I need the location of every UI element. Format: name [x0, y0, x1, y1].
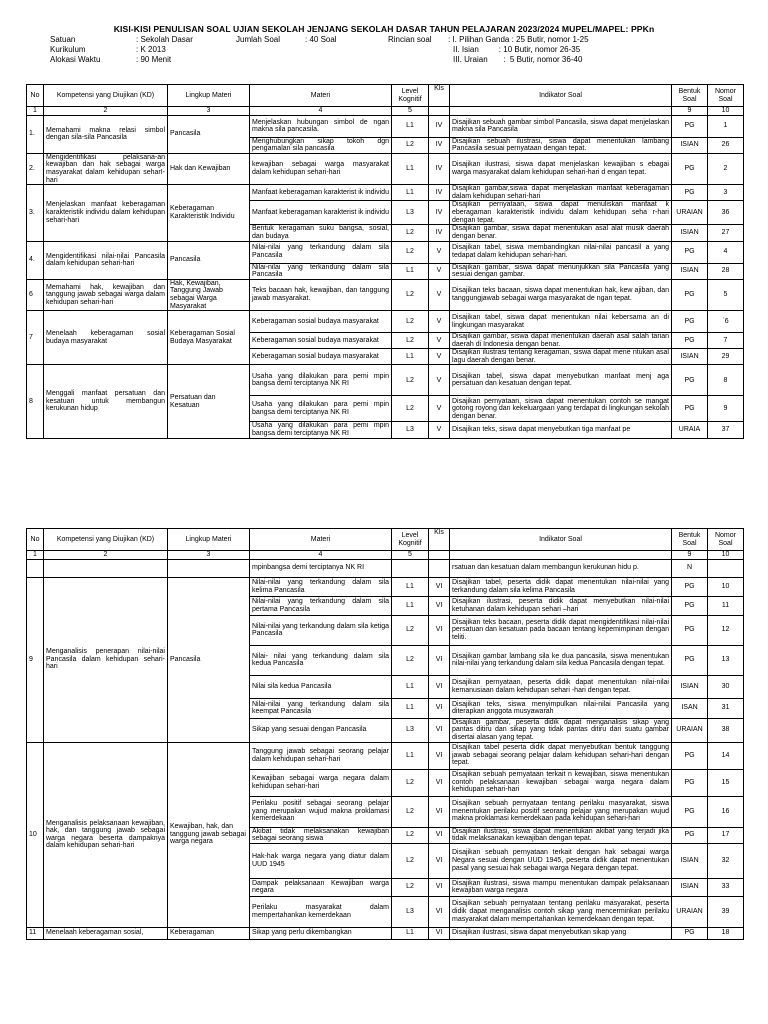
rincian-isian: II. Isian : 10 Butir, nomor 26-35: [453, 45, 581, 54]
rincian-list: [448, 35, 628, 65]
cell-nomor: 38: [708, 718, 744, 742]
meta-values: [136, 35, 246, 65]
cell-kls: IV: [429, 201, 450, 225]
cell-indikator: Disajikan sebuah ilustrasi, siswa dapat menentukan lambang Pancasila sesuai pernyataan dengan tepat.: [450, 137, 672, 153]
cell-level: L2: [392, 878, 429, 896]
cell-kls: V: [429, 311, 450, 333]
cell-bentuk: PG: [672, 796, 708, 827]
cell-bentuk: PG: [672, 311, 708, 333]
cell-kd: Mengidentifikasi pelaksana-an kewajiban dan hak sebagai warga masyarakat dalam kehidupan seharI-hari: [44, 153, 168, 184]
cell-kd: Menelaah keberagaman sosial budaya masyarakat: [44, 311, 168, 365]
column-header: Indikator Soal: [450, 85, 672, 107]
cell-kd: [44, 559, 168, 577]
cell-bentuk: PG: [672, 365, 708, 396]
cell-level: L1: [392, 185, 429, 201]
cell-materi: Nilai-nilai yang terkandung dalam sila Pancasila: [250, 263, 392, 279]
cell-indikator: Disajikan teks bacaan, peserta didik dapat mengidentifikasi nilai-nilai persatuan dan kesatuan pada bacaan tentang kepemimpinan dengan teliti.: [450, 615, 672, 645]
cell-level: L2: [392, 827, 429, 843]
cell-kls: VI: [429, 843, 450, 878]
cell-indikator: Disajikan tabel, peserta didik dapat menentukan nilai-nilai yang terkandung dalam sila kelima Pancasila: [450, 577, 672, 596]
column-number: 9: [672, 107, 708, 116]
cell-materi: Perilaku masyarakat dalam mempertahankan kemerdekaan: [250, 896, 392, 927]
cell-kls: VI: [429, 698, 450, 718]
cell-nomor: 12: [708, 615, 744, 645]
cell-kls: IV: [429, 115, 450, 137]
cell-no: 10: [27, 742, 44, 927]
cell-lingkup: Pancasila: [168, 115, 250, 153]
cell-level: L2: [392, 396, 429, 422]
cell-lingkup: [168, 559, 250, 577]
cell-indikator: Disajikan gambar, siswa dapat menunjukkan sila Pancasila yang sesuai dengan gambar.: [450, 263, 672, 279]
cell-level: L1: [392, 577, 429, 596]
cell-bentuk: PG: [672, 396, 708, 422]
cell-level: L1: [392, 349, 429, 365]
cell-level: L2: [392, 769, 429, 796]
alokasi-label: Alokasi Waktu: [50, 55, 101, 64]
cell-no: 7: [27, 311, 44, 365]
cell-bentuk: ISAN: [672, 698, 708, 718]
cell-materi: Teks bacaan hak, kewajiban, dan tanggung jawab masyarakat.: [250, 279, 392, 310]
cell-no: [27, 559, 44, 577]
cell-nomor: 37: [708, 422, 744, 438]
table-row: [27, 577, 744, 596]
satuan-label: Satuan: [50, 35, 76, 44]
column-number: [450, 551, 672, 560]
cell-nomor: 18: [708, 927, 744, 939]
cell-lingkup: Pancasila: [168, 577, 250, 742]
cell-kls: VI: [429, 742, 450, 769]
cell-bentuk: ISIAN: [672, 675, 708, 698]
cell-indikator: Disajikan sebuah gambar simbol Pancasila, siswa dapat menjelaskan makna sila Pancasila: [450, 115, 672, 137]
cell-lingkup: Hak, Kewajiban, Tanggung Jawab sebagai Warga Masyarakat: [168, 279, 250, 310]
cell-bentuk: PG: [672, 115, 708, 137]
cell-bentuk: ISIAN: [672, 843, 708, 878]
cell-kls: VI: [429, 645, 450, 675]
cell-level: L1: [392, 698, 429, 718]
cell-nomor: 1: [708, 115, 744, 137]
cell-bentuk: PG: [672, 153, 708, 184]
cell-materi: Nilai-nilai yang terkandung dalam sila Pancasila: [250, 241, 392, 263]
cell-indikator: Disajikan gambar, siswa dapat menentukan asal alat musik daerah dengan benar.: [450, 225, 672, 241]
cell-lingkup: Pancasila: [168, 241, 250, 279]
cell-bentuk: N: [672, 559, 708, 577]
cell-materi: Sikap yang perlu dikembangkan: [250, 927, 392, 939]
cell-bentuk: ISIAN: [672, 878, 708, 896]
cell-indikator: Disajikan sebuah pernyataan tentang perilaku masyarakat, peserta didik dapat menganalisis contoh sikap yang mencerminkan perilaku masyarakat dalam mempertahankan kemerdekaan dengan tepat.: [450, 896, 672, 927]
cell-bentuk: URAIAN: [672, 896, 708, 927]
column-number: 3: [168, 551, 250, 560]
cell-indikator: Disajikan tabel, siswa membandingkan nilai-nilai pancasil a yang tedapat dalam kehidupan sehari-hari.: [450, 241, 672, 263]
table-row: [27, 115, 744, 137]
cell-nomor: [708, 559, 744, 577]
cell-kls: VI: [429, 577, 450, 596]
cell-level: L1: [392, 927, 429, 939]
cell-bentuk: PG: [672, 927, 708, 939]
cell-indikator: Disajikan sebuah pernyataan terkait dengan hak sebagai warga Negara sesuai dengan UUD 1945, peserta didik dapat menentukan pasal yang sesuai hak sebagai warga Negara dengan tepat.: [450, 843, 672, 878]
cell-nomor: 9: [708, 396, 744, 422]
cell-lingkup: Kewajiban, hak, dan tanggung jawab sebagai warga negara: [168, 742, 250, 927]
cell-materi: Tanggung jawab sebagai seorang pelajar dalam kehidupan sehari-hari: [250, 742, 392, 769]
table-row: [27, 185, 744, 201]
column-header: Kompetensi yang Diujikan (KD): [44, 85, 168, 107]
cell-kls: V: [429, 396, 450, 422]
column-header: Kompetensi yang Diujikan (KD): [44, 529, 168, 551]
cell-materi: Nilai-nilai yang terkandung dalam sila ketiga Pancasila: [250, 615, 392, 645]
cell-bentuk: PG: [672, 241, 708, 263]
table-row: [27, 311, 744, 333]
cell-nomor: 8: [708, 365, 744, 396]
cell-materi: Bentuk keragaman suku bangsa, sosial, dan budaya: [250, 225, 392, 241]
cell-kls: VI: [429, 769, 450, 796]
cell-materi: mpinbangsa demi terciptanya NK RI: [250, 559, 392, 577]
cell-nomor: 28: [708, 263, 744, 279]
cell-nomor: 27: [708, 225, 744, 241]
column-header: No: [27, 529, 44, 551]
cell-indikator: Disajikan ilustrasi tentang keragaman, siswa dapat mene ntukan asal lagu daerah dengan benar.: [450, 349, 672, 365]
cell-materi: Kewajiban sebagai warga negara dalam kehidupan sehari-hari: [250, 769, 392, 796]
cell-indikator: Disajikan ilustrasi, siswa dapat menjelaskan kewajiban s ebagai warga masyarakat dalam kehidupan sehari-hari d engan tepat.: [450, 153, 672, 184]
table-row: [27, 153, 744, 184]
cell-bentuk: PG: [672, 645, 708, 675]
table-row: [27, 742, 744, 769]
cell-bentuk: PG: [672, 185, 708, 201]
cell-indikator: Disajikan ilustrasi, siswa dapat menentukan akibat yang terjadi jika tidak melaksanakan kewajiban dengan tepat.: [450, 827, 672, 843]
cell-nomor: 4: [708, 241, 744, 263]
cell-level: L2: [392, 241, 429, 263]
column-header: No: [27, 85, 44, 107]
cell-materi: Perilaku positif sebagai seorang pelajar yang merupakan wujud makna proklamasi kemerdekaan: [250, 796, 392, 827]
cell-kls: V: [429, 263, 450, 279]
cell-no: 9: [27, 577, 44, 742]
cell-kd: Menganalisis pelaksanaan kewajiban, hak, dan tanggung jawab sebagai warga negara beserta dampaknya dalam kehidupan sehari-hari: [44, 742, 168, 927]
cell-level: L3: [392, 718, 429, 742]
cell-nomor: 26: [708, 137, 744, 153]
cell-indikator: Disajikan sebuah pernyataan terkait n kewajiban, siswa menentukan contoh pelaksanaan kewajiban sebagai warga negara dalam kehidupan sehari-hari: [450, 769, 672, 796]
cell-kls: IV: [429, 225, 450, 241]
cell-kls: VI: [429, 927, 450, 939]
cell-materi: Usaha yang dilakukan para pemi mpin bangsa demi terciptanya NK RI: [250, 365, 392, 396]
column-number: 2: [44, 107, 168, 116]
cell-lingkup: Persatuan dan Kesatuan: [168, 365, 250, 438]
table-row: [27, 559, 744, 577]
cell-materi: Keberagaman sosial budaya masyarakat: [250, 333, 392, 349]
cell-bentuk: PG: [672, 769, 708, 796]
cell-indikator: Disajikan sebuah pernyataan tentang perilaku masyarakat, siswa menentukan perilaku positif seorang pelajar yang merupakan wujud makna proklamasi kemerdekaan pada kehidupan sehari-hari: [450, 796, 672, 827]
table-row: [27, 241, 744, 263]
cell-indikator: Disajikan pernyataan, siswa dapat menentukan contoh se mangat gotong royong dan kekeluargaan yang terdapat di lingkungan sekolah dengan benar.: [450, 396, 672, 422]
column-number-row: [27, 551, 744, 560]
cell-indikator: Disajikan gambar lambang sila ke dua pancasila, siswa menentukan nilai-nilai yang terkandung dalam sila kedua Pancasila dengan tepat.: [450, 645, 672, 675]
document-title: KISI-KISI PENULISAN SOAL UJIAN SEKOLAH JENJANG SEKOLAH DASAR TAHUN PELAJARAN 2023/2024 MUPEL/MAPEL: PPKn: [113, 24, 655, 34]
kisi-kisi-table-1: [26, 84, 744, 439]
cell-kls: IV: [429, 185, 450, 201]
cell-materi: Nilai sila kedua Pancasila: [250, 675, 392, 698]
cell-materi: Keberagaman sosial budaya masyarakat: [250, 349, 392, 365]
cell-no: 1.: [27, 115, 44, 153]
cell-nomor: 17: [708, 827, 744, 843]
column-header: Indikator Soal: [450, 529, 672, 551]
cell-level: L2: [392, 279, 429, 310]
cell-kls: V: [429, 241, 450, 263]
cell-bentuk: PG: [672, 615, 708, 645]
cell-kls: VI: [429, 878, 450, 896]
cell-materi: Keberagaman sosial budaya masyarakat: [250, 311, 392, 333]
cell-indikator: Disajikan tabel, siswa dapat menentukan nilai kebersama an di lingkungan masyarakat: [450, 311, 672, 333]
satuan-value: : Sekolah Dasar: [136, 35, 193, 44]
cell-lingkup: Hak dan Kewajiban: [168, 153, 250, 184]
meta-labels: [50, 35, 140, 65]
cell-indikator: Disajikan tabel peserta didik dapat menyebutkan bentuk tanggung jawab sebagai seorang pelajar dalam kehidupan sehari-hari dengan tepat.: [450, 742, 672, 769]
cell-level: L2: [392, 615, 429, 645]
cell-nomor: 32: [708, 843, 744, 878]
column-number: 5: [392, 107, 429, 116]
cell-kls: V: [429, 365, 450, 396]
header-row: [27, 85, 744, 107]
cell-indikator: Disajikan teks bacaan, siswa dapat menentukan hak, kew ajiban, dan tanggungjawab sebagai warga masyarakat de ngan tepat.: [450, 279, 672, 310]
header-row: [27, 529, 744, 551]
cell-bentuk: PG: [672, 596, 708, 615]
cell-level: L3: [392, 422, 429, 438]
kisi-kisi-table-2: [26, 528, 744, 940]
kurikulum-label: Kurikulum: [50, 45, 86, 54]
cell-nomor: 16: [708, 796, 744, 827]
cell-bentuk: URAIA: [672, 422, 708, 438]
cell-level: L3: [392, 896, 429, 927]
rincian-uraian: III. Uraian : 5 Butir, nomor 36-40: [453, 55, 583, 64]
cell-level: [392, 559, 429, 577]
cell-indikator: Disajikan gambar,siswa dapat menjelaskan manfaat keberagaman dalam kehidupan sehari-hari: [450, 185, 672, 201]
cell-materi: Manfaat keberagaman karakterist ik individu: [250, 185, 392, 201]
cell-bentuk: URAIAN: [672, 718, 708, 742]
column-number: 5: [392, 551, 429, 560]
cell-nomor: 33: [708, 878, 744, 896]
column-header: Bentuk Soal: [672, 85, 708, 107]
cell-materi: Usaha yang dilakukan para pemi mpin bangsa demi terciptanya NK RI: [250, 396, 392, 422]
column-header: Level Kognitif: [392, 529, 429, 551]
cell-materi: Nilai-nilai yang terkandung dalam sila pertama Pancasila: [250, 596, 392, 615]
column-number: [450, 107, 672, 116]
cell-bentuk: PG: [672, 827, 708, 843]
cell-kd: Menelaah keberagaman sosial,: [44, 927, 168, 939]
cell-no: 4.: [27, 241, 44, 279]
cell-kls: V: [429, 349, 450, 365]
cell-level: L2: [392, 365, 429, 396]
column-header: Kls: [429, 85, 450, 107]
cell-materi: Manfaat keberagaman karakterist ik individu: [250, 201, 392, 225]
cell-bentuk: PG: [672, 333, 708, 349]
cell-nomor: 30: [708, 675, 744, 698]
cell-nomor: 36: [708, 201, 744, 225]
cell-materi: Nilai-nilai yang terkandung dalam sila keempat Pancasila: [250, 698, 392, 718]
cell-lingkup: Keberagaman Sosial Budaya Masyarakat: [168, 311, 250, 365]
table-row: [27, 365, 744, 396]
cell-nomor: 10: [708, 577, 744, 596]
cell-kls: VI: [429, 796, 450, 827]
cell-materi: Akibat tidak melaksanakan kewajiban sebagai seorang siswa: [250, 827, 392, 843]
cell-lingkup: Keberagaman: [168, 927, 250, 939]
cell-bentuk: ISIAN: [672, 263, 708, 279]
cell-kls: V: [429, 422, 450, 438]
cell-indikator: rsatuan dan kesatuan dalam membangun kerukunan hidu p.: [450, 559, 672, 577]
cell-kls: VI: [429, 827, 450, 843]
column-number: 4: [250, 107, 392, 116]
cell-kd: Memahami hak, kewajiban dan tanggung jawab sebagai warga dalam kehidupan sehari-hari: [44, 279, 168, 310]
column-header: Materi: [250, 85, 392, 107]
cell-level: L1: [392, 263, 429, 279]
column-number: 10: [708, 107, 744, 116]
cell-nomor: 2: [708, 153, 744, 184]
cell-kls: VI: [429, 896, 450, 927]
column-number-row: [27, 107, 744, 116]
cell-bentuk: PG: [672, 742, 708, 769]
column-number: 1: [27, 107, 44, 116]
cell-kd: Menjelaskan manfaat keberagaman karakteristik individu dalam kehidupan sehari-hari: [44, 185, 168, 241]
column-header: Kls: [429, 529, 450, 551]
cell-indikator: Disajikan ilustrasi, peserta didik dapat menyebutkan nilai-nilai ketuhanan dalam kehidupan sehari –hari: [450, 596, 672, 615]
cell-level: L1: [392, 675, 429, 698]
cell-nomor: 7: [708, 333, 744, 349]
cell-materi: kewajiban sebagai warga masyarakat dalam kehidupan sehari-hari: [250, 153, 392, 184]
cell-no: 11: [27, 927, 44, 939]
column-number: [429, 551, 450, 560]
column-header: Bentuk Soal: [672, 529, 708, 551]
column-header: Nomor Soal: [708, 85, 744, 107]
cell-kd: Menganalisis penerapan nilai-nilai Pancasila dalam kehidupan sehari-hari: [44, 577, 168, 742]
cell-indikator: Disajikan teks, siswa dapat menyebutkan tiga manfaat pe: [450, 422, 672, 438]
cell-bentuk: ISIAN: [672, 349, 708, 365]
column-header: Nomor Soal: [708, 529, 744, 551]
cell-kls: [429, 559, 450, 577]
cell-level: L1: [392, 115, 429, 137]
cell-indikator: Disajikan gambar, siswa dapat menentukan daerah asal salah tarian daerah di Indonesia dengan benar.: [450, 333, 672, 349]
rincian-label: Rincian soal: [388, 35, 432, 44]
cell-bentuk: ISIAN: [672, 225, 708, 241]
column-number: 3: [168, 107, 250, 116]
cell-kls: IV: [429, 153, 450, 184]
cell-materi: Usaha yang dilakukan para pemi mpin bangsa demi terciptanya NK RI: [250, 422, 392, 438]
cell-level: L2: [392, 645, 429, 675]
cell-nomor: 3: [708, 185, 744, 201]
cell-kls: VI: [429, 596, 450, 615]
cell-bentuk: PG: [672, 577, 708, 596]
cell-level: L2: [392, 796, 429, 827]
cell-kls: VI: [429, 615, 450, 645]
cell-nomor: 14: [708, 742, 744, 769]
cell-level: L2: [392, 843, 429, 878]
cell-materi: Hak-hak warga negara yang diatur dalam UUD 1945: [250, 843, 392, 878]
cell-level: L1: [392, 596, 429, 615]
kurikulum-value: : K 2013: [136, 45, 166, 54]
cell-indikator: Disajikan pernyataan, siswa dapat menuliskan manfaat k eberagaman karakteristik individu dalam kehidupan seha r-hari dengan tepat.: [450, 201, 672, 225]
cell-materi: Sikap yang sesuai dengan Pancasila: [250, 718, 392, 742]
table-row: [27, 279, 744, 310]
cell-level: L2: [392, 137, 429, 153]
column-number: 2: [44, 551, 168, 560]
cell-materi: Nilai-nilai yang terkandung dalam sila kelima Pancasila: [250, 577, 392, 596]
cell-materi: Dampak pelaksanaan Kewajiban warga negara: [250, 878, 392, 896]
jumlah-value: : 40 Soal: [305, 35, 337, 44]
cell-level: L2: [392, 225, 429, 241]
column-header: Lingkup Materi: [168, 85, 250, 107]
cell-kls: IV: [429, 137, 450, 153]
cell-materi: Menjelaskan hubungan simbol de ngan makna sila pancasila.: [250, 115, 392, 137]
cell-lingkup: Keberagaman Karakteristik Individu: [168, 185, 250, 241]
jumlah-label: Jumlah Soal: [236, 35, 281, 44]
cell-nomor: 11: [708, 596, 744, 615]
cell-kd: Menggali manfaat persatuan dan kesatuan untuk membangun kerukunan hidup: [44, 365, 168, 438]
cell-bentuk: URAIAN: [672, 201, 708, 225]
cell-no: 2.: [27, 153, 44, 184]
column-header: Level Kognitif: [392, 85, 429, 107]
cell-level: L1: [392, 153, 429, 184]
cell-indikator: Disajikan gambar, peserta didik dapat menganalisis sikap yang pantas ditiru dan sikap yang tidak pantas ditiru dari suatu gambar disertai alasan yang tepat.: [450, 718, 672, 742]
table-row: [27, 927, 744, 939]
cell-level: L1: [392, 742, 429, 769]
cell-level: L2: [392, 333, 429, 349]
cell-no: 6: [27, 279, 44, 310]
cell-indikator: Disajikan teks, siswa menyimpulkan nilai-nilai Pancasila yang diterapkan anggota musyawarah: [450, 698, 672, 718]
cell-nomor: 5: [708, 279, 744, 310]
cell-nomor: `6: [708, 311, 744, 333]
cell-indikator: Disajikan tabel, siswa dapat menyebutkan manfaat menj aga persatuan dan kesatuan dengan tepat.: [450, 365, 672, 396]
cell-indikator: Disajikan ilustrasi, siswa dapat menyebutkan sikap yang: [450, 927, 672, 939]
cell-bentuk: ISIAN: [672, 137, 708, 153]
column-header: Materi: [250, 529, 392, 551]
cell-indikator: Disajikan pernyataan, peserta didik dapat menentukan nilai-nilai kemanusiaan dalam kehidupan sehari -hari dengan tepat.: [450, 675, 672, 698]
cell-nomor: 39: [708, 896, 744, 927]
column-number: 4: [250, 551, 392, 560]
cell-kls: VI: [429, 675, 450, 698]
column-number: 10: [708, 551, 744, 560]
cell-kls: VI: [429, 718, 450, 742]
cell-level: L2: [392, 311, 429, 333]
cell-nomor: 31: [708, 698, 744, 718]
rincian-pg: : I. Pilihan Ganda : 25 Butir, nomor 1-25: [448, 35, 589, 44]
cell-nomor: 13: [708, 645, 744, 675]
cell-no: 3.: [27, 185, 44, 241]
cell-materi: Nilai- nilai yang terkandung dalam sila kedua Pancasila: [250, 645, 392, 675]
cell-indikator: Disajikan ilustrasi, siswa mampu menentukan dampak pelaksanaan kewajiban warga negara: [450, 878, 672, 896]
column-header: Lingkup Materi: [168, 529, 250, 551]
column-number: 1: [27, 551, 44, 560]
cell-materi: Menghubungkan sikap tokoh dgn pengamalan sila pancasila: [250, 137, 392, 153]
cell-nomor: 15: [708, 769, 744, 796]
cell-nomor: 29: [708, 349, 744, 365]
cell-kls: V: [429, 333, 450, 349]
cell-kd: Memahami makna relasi simbol dengan sila-sila Pancasila: [44, 115, 168, 153]
column-number: 9: [672, 551, 708, 560]
column-number: [429, 107, 450, 116]
cell-bentuk: PG: [672, 279, 708, 310]
cell-level: L3: [392, 201, 429, 225]
cell-kls: V: [429, 279, 450, 310]
cell-no: 8: [27, 365, 44, 438]
alokasi-value: : 90 Menit: [136, 55, 172, 64]
cell-kd: Mengidentifikasi nilai-nilai Pancasila dalam kehidupan sehari-hari: [44, 241, 168, 279]
